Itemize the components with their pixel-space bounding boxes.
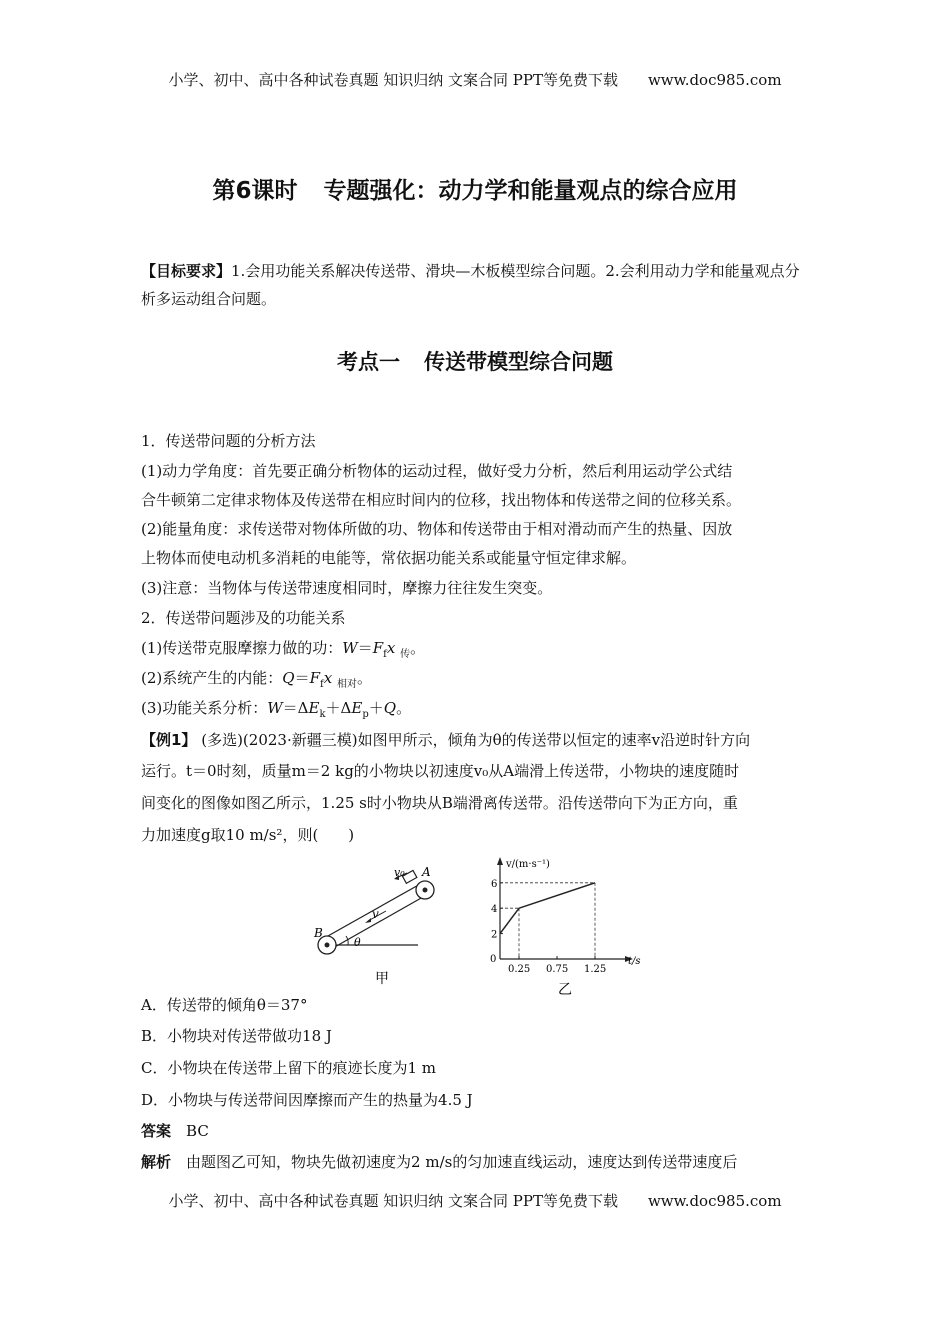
x-tick-label: 0.25 bbox=[508, 964, 531, 975]
caption-a: 甲 bbox=[375, 971, 389, 987]
page-header bbox=[0, 69, 950, 90]
objective-label: 【目标要求】 bbox=[141, 262, 232, 280]
para-1a: (1)动力学角度：首先要正确分析物体的运动过程，做好受力分析，然后利用运动学公式结 bbox=[141, 462, 733, 480]
title-topic: 专题强化：动力学和能量观点的综合应用 bbox=[323, 178, 738, 204]
heading-1: 1．传送带问题的分析方法 bbox=[141, 432, 316, 450]
example-line-1: 【例1】 (多选)(2023·新疆三模)如图甲所示，倾角为θ的传送带以恒定的速率v沿逆时针方向 bbox=[141, 731, 751, 749]
page-footer bbox=[0, 1190, 950, 1211]
section-number: 考点一 bbox=[337, 350, 400, 374]
para-2a: (2)能量角度：求传送带对物体所做的功、物体和传送带由于相对滑动而产生的热量、因放 bbox=[141, 520, 733, 538]
y-tick-label: 6 bbox=[491, 878, 498, 890]
formula-1: (1)传送带克服摩擦力做的功：$W=F_fx$ $_传$。 bbox=[141, 639, 426, 660]
para-3: (3)注意：当物体与传送带速度相同时，摩擦力往往发生突变。 bbox=[141, 579, 553, 597]
origin-label: 0 bbox=[490, 954, 497, 965]
formula-3: (3)功能关系分析：$W=\Delta E_k+\Delta E_p+Q$。 bbox=[141, 699, 412, 720]
conveyor-figure bbox=[308, 866, 458, 990]
velocity-series bbox=[500, 883, 595, 934]
section-title bbox=[0, 346, 950, 376]
title-lesson: 第6课时 bbox=[212, 178, 298, 204]
x-tick-label: 1.25 bbox=[584, 964, 607, 975]
label-v0: v₀ bbox=[394, 866, 405, 879]
label-v: v bbox=[372, 907, 379, 921]
x-axis-label: t/s bbox=[628, 956, 641, 967]
objective-text: 1.会用功能关系解决传送带、滑块—木板模型综合问题。2.会利用动力学和能量观点分析多运动组合问题。 bbox=[141, 262, 800, 308]
example-line-3: 间变化的图像如图乙所示，1.25 s时小物块从B端滑离传送带。沿传送带向下为正方向，重 bbox=[141, 794, 738, 812]
header-site: www.doc985.com bbox=[647, 71, 782, 89]
header-text: 小学、初中、高中各种试卷真题 知识归纳 文案合同 PPT等免费下载 bbox=[168, 71, 618, 89]
y-tick-label: 2 bbox=[491, 929, 498, 941]
y-axis-label: v/(m·s⁻¹) bbox=[506, 859, 550, 870]
example-line-2: 运行。t＝0时刻，质量m＝2 kg的小物块以初速度v₀从A端滑上传送带，小物块的速度随时 bbox=[141, 762, 740, 780]
answer-value: BC bbox=[186, 1122, 209, 1140]
x-tick-label: 0.75 bbox=[546, 964, 569, 975]
y-tick-label: 4 bbox=[491, 904, 498, 916]
answer bbox=[141, 1120, 209, 1141]
label-b: B bbox=[314, 926, 323, 940]
heading-2: 2．传送带问题涉及的功能关系 bbox=[141, 609, 346, 627]
option-a: A．传送带的倾角θ＝37° bbox=[141, 996, 308, 1014]
objective-block bbox=[141, 257, 811, 313]
example-label: 【例1】 bbox=[141, 731, 197, 749]
section-topic: 传送带模型综合问题 bbox=[424, 350, 613, 374]
analysis-text: 由题图乙可知，物块先做初速度为2 m/s的匀加速直线运动，速度达到传送带速度后 bbox=[186, 1153, 738, 1171]
option-d: D．小物块与传送带间因摩擦而产生的热量为4.5 J bbox=[141, 1091, 473, 1109]
example-line-4: 力加速度g取10 m/s²，则( ) bbox=[141, 826, 355, 844]
footer-site: www.doc985.com bbox=[647, 1192, 782, 1210]
label-a: A bbox=[422, 866, 431, 879]
formula-2: (2)系统产生的内能：$Q=F_fx$ $_{相对}$。 bbox=[141, 669, 372, 690]
option-b: B．小物块对传送带做功18 J bbox=[141, 1027, 332, 1045]
caption-b: 乙 bbox=[558, 982, 572, 998]
velocity-time-chart bbox=[488, 852, 658, 1002]
page-title bbox=[0, 172, 950, 205]
analysis-label: 解析 bbox=[141, 1153, 172, 1171]
para-1b: 合牛顿第二定律求物体及传送带在相应时间内的位移，找出物体和传送带之间的位移关系。 bbox=[141, 491, 742, 509]
analysis bbox=[141, 1151, 737, 1172]
label-theta: θ bbox=[354, 936, 361, 949]
para-2b: 上物体而使电动机多消耗的电能等，常依据功能关系或能量守恒定律求解。 bbox=[141, 549, 637, 567]
option-c: C．小物块在传送带上留下的痕迹长度为1 m bbox=[141, 1059, 437, 1077]
answer-label: 答案 bbox=[141, 1122, 172, 1140]
footer-text: 小学、初中、高中各种试卷真题 知识归纳 文案合同 PPT等免费下载 bbox=[168, 1192, 618, 1210]
